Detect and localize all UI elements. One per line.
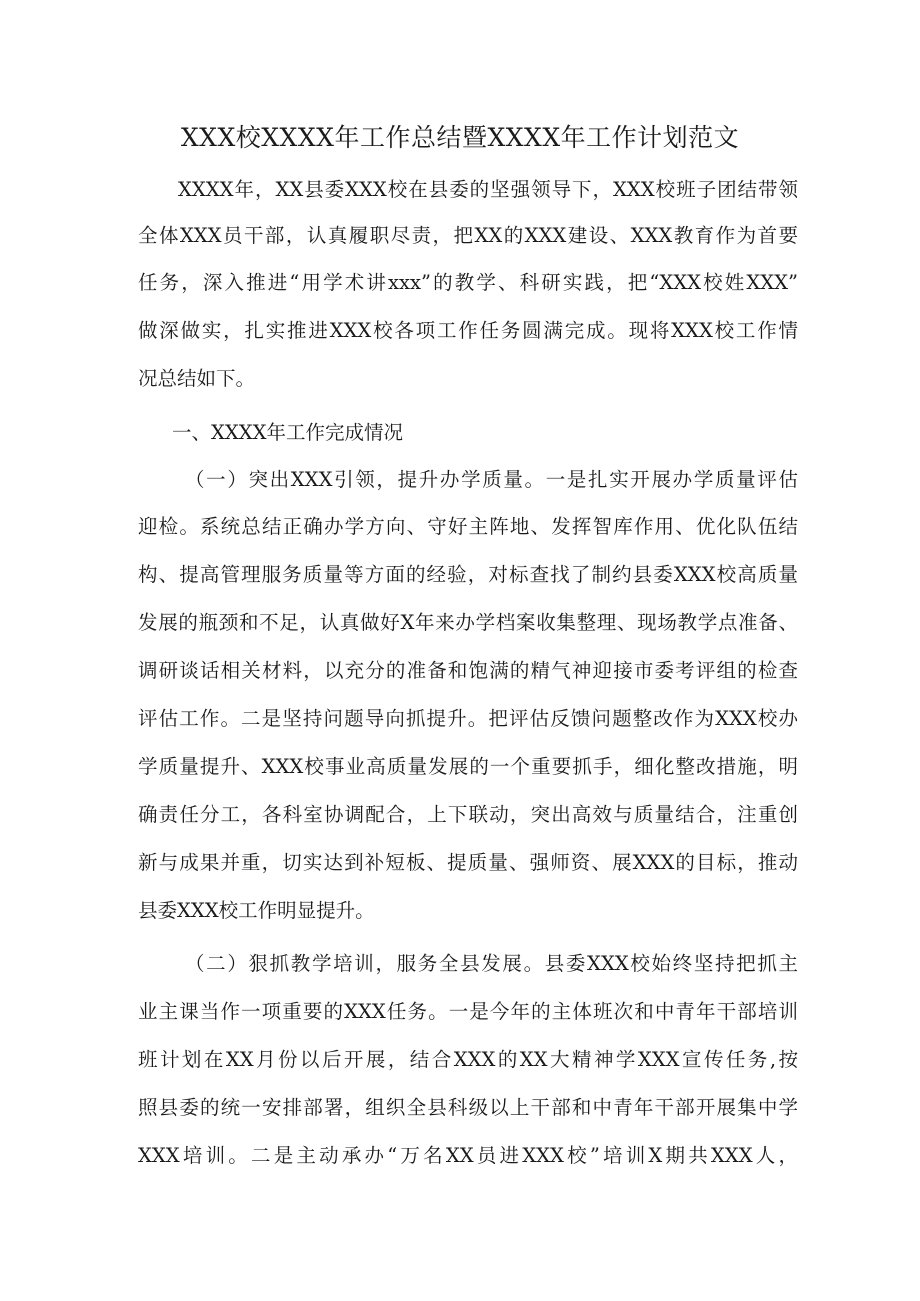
item-1-line-10: 县委XXX校工作明显提升。	[138, 899, 375, 922]
intro-line-5: 况总结如下。	[138, 367, 256, 390]
item-2-line-3: 班计划在XX月份以后开展，结合XXX的XX大精神学XXX宣传任务,按	[138, 1048, 798, 1071]
item-1-line-1: （一）突出XXX引领，提升办学质量。一是扎实开展办学质量评估	[185, 468, 798, 491]
intro-line-1: XXXX年，XX县委XXX校在县委的坚强领导下，XXX校班子团结带领	[178, 178, 798, 201]
item-1-line-5: 调研谈话相关材料，以充分的准备和饱满的精气神迎接市委考评组的检查	[138, 659, 798, 682]
intro-line-2: 全体XXX员干部，认真履职尽责，把XX的XXX建设、XXX教育作为首要	[138, 224, 798, 247]
item-1-line-4: 发展的瓶颈和不足，认真做好X年来办学档案收集整理、现场教学点准备、	[138, 611, 798, 634]
item-1-line-3: 构、提高管理服务质量等方面的经验，对标查找了制约县委XXX校高质量	[138, 563, 798, 586]
item-2-line-5: XXX培训。二是主动承办“万名XX员进XXX校”培训X期共XXX人，	[138, 1144, 798, 1167]
item-1-line-8: 确责任分工，各科室协调配合，上下联动，突出高效与质量结合，注重创	[138, 803, 798, 826]
intro-line-3: 任务，深入推进“用学术讲xxx”的教学、科研实践，把“XXX校姓XXX”	[138, 271, 798, 294]
document-title: XXX校XXXX年工作总结暨XXXX年工作计划范文	[180, 123, 740, 152]
item-2-line-2: 业主课当作一项重要的XXX任务。一是今年的主体班次和中青年干部培训	[138, 1000, 798, 1023]
item-1-line-9: 新与成果并重，切实达到补短板、提质量、强师资、展XXX的目标，推动	[138, 851, 798, 874]
item-2-line-1: （二）狠抓教学培训，服务全县发展。县委XXX校始终坚持把抓主	[185, 952, 798, 975]
item-2-line-4: 照县委的统一安排部署，组织全县科级以上干部和中青年干部开展集中学	[138, 1096, 798, 1119]
intro-line-4: 做深做实，扎实推进XXX校各项工作任务圆满完成。现将XXX校工作情	[138, 319, 798, 342]
section-heading: 一、XXXX年工作完成情况	[172, 421, 404, 444]
item-1-line-6: 评估工作。二是坚持问题导向抓提升。把评估反馈问题整改作为XXX校办	[138, 707, 798, 730]
item-1-line-7: 学质量提升、XXX校事业高质量发展的一个重要抓手，细化整改措施，明	[138, 755, 798, 778]
item-1-line-2: 迎检。系统总结正确办学方向、守好主阵地、发挥智库作用、优化队伍结	[138, 515, 798, 538]
